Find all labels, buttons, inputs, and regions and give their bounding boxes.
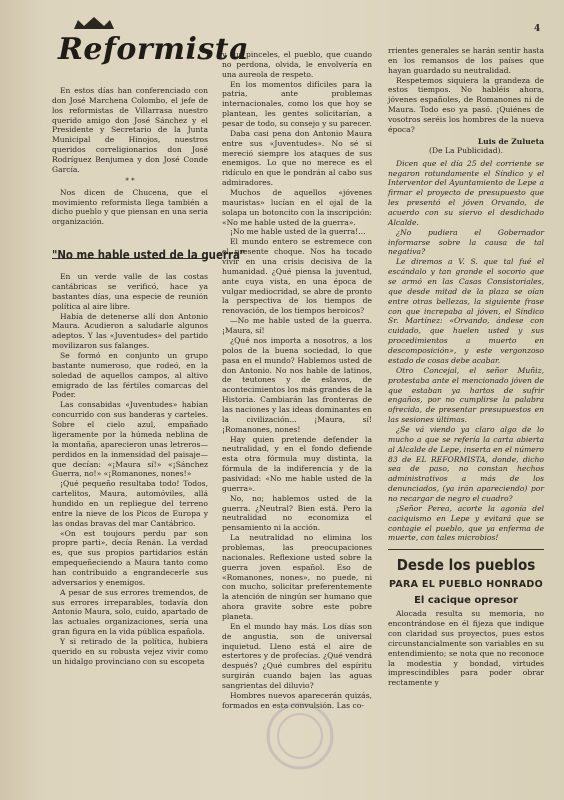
paragraph: ¿Se vá viendo ya claro algo de lo mucho a que se refería la carta abierta al Alcalde de Lepe, inserta en el número 83 de EL REFORMISTA, donde, dicho sea de paso, no constan hechos administrativos a más de los denunciados, (ya irán apareciendo) por no recargar de negro el cuadro? bbox=[388, 424, 544, 503]
paragraph: Daba casi pena don Antonio Maura entre sus «Juventudes». No sé si mereció siempre los ataques de sus enemigos. Lo que no merece es el ridículo en que le pondrán al cabo sus admiradores. bbox=[222, 128, 372, 188]
masthead bbox=[58, 16, 248, 76]
paragraph: ¿No pudiera el Gobernador informarse sobre la causa de tal negativa? bbox=[388, 227, 544, 257]
paragraph: La neutralidad no elimina los problemas, las preocupaciones nacionales. Reflexione usted sobre la guerra joven español. Eso de «Romanones, nones», no puede, ni con mucho, solicitar preferentemente la atención de ningún ser humano que ahora gravite sobre este pobre planeta. bbox=[222, 533, 372, 621]
crown-emblem-icon bbox=[72, 16, 116, 30]
paragraph: Las consabidas «Juventudes» habían concurrido con sus banderas y carteles. Sobre el cielo azul, empañado ligeramente por la húmeda neblina de la montaña, aparecieron unas letreros—perdidos en la inmensidad del paisaje—que decían: «¡Maura sí!» «¡Sánchez Guerra, no!» «¡Romanones, nones!» bbox=[52, 400, 208, 479]
paragraph: Alocada resulta su memoria, no encontrándose en él fijeza que indique con claridad sus proyectos, pues estos circunstancialmente son variables en su entendimiento; se nota que no reconoce la modestia y bondad, virtudes imprescindibles para poder obrar rectamente y bbox=[388, 609, 544, 688]
paragraph: —No me hable usted de la guerra. ¡Maura, sí! bbox=[222, 316, 372, 336]
author-signature: Luis de Zulueta bbox=[477, 136, 544, 146]
paragraph: «On est toujours perdu par son propre parti», decía Renán. La verdad es, que sus propios partidarios están empequeñeciendo a Maura tanto como han contribuido a engrandecerle sus adversarios y enemigos. bbox=[52, 528, 208, 587]
paragraph: En un verde valle de las costas cantábricas se verificó, hace ya bastantes días, una especie de reunión política al aire libre. bbox=[52, 272, 208, 311]
library-stamp-icon bbox=[264, 700, 336, 772]
paragraph: y sus pinceles, el pueblo, que cuando no perdona, olvida, le envolvería en una aureola de respeto. bbox=[222, 50, 372, 79]
paragraph: Dicen que el día 25 del corriente se negaron rotundamente el Síndico y el Interventor del Ayuntamiento de Lepe a firmar el proyecto de presupuesto que les presentó el jóven Orvando, de acuerdo con su siervo el desdichado Alcalde. bbox=[388, 158, 544, 227]
section-title: Desde los pueblos bbox=[396, 556, 536, 575]
paragraph: Se formó en conjunto un grupo bastante numeroso, que rodeó, en la soledad de aquellos campos, al altivo emigrado de las fértiles comarcas del Poder. bbox=[52, 351, 208, 400]
article-heading: El cacique opresor bbox=[414, 595, 518, 607]
paragraph: ¡Señor Perea, acorte la agonía del caciquismo en Lepe y evitará que se contagie el pueblo, que ya enferma de muerte, con tales microbios! bbox=[388, 503, 544, 543]
separator-stars: * * bbox=[125, 176, 135, 185]
paragraph: Muchos de aquellos «jóvenes mauristas» lucían en el ojal de la solapa un botoncito con la inscripción: «No me hable usted de la guerra». bbox=[222, 188, 372, 227]
paragraph: En el mundo hay más. Los días son de angustia, son de universal inquietud. Lleno está el aire de estertores y de profecías. ¿Qué vendrá después? ¿Qué cumbres del espíritu surgirán cuando bajen las aguas sangrientas del diluvio? bbox=[222, 621, 372, 690]
paragraph: Hombres nuevos aparecerán quizás, formados en esta convulsión. Las co- bbox=[222, 690, 372, 710]
column-1 bbox=[52, 86, 246, 667]
paragraph: rrientes generales se harán sentir hasta en los remansos de los países que hayan guardado su neutralidad. bbox=[388, 46, 544, 75]
paragraph: No, no; hablemos usted de la guerra. ¿Neutral? Bien está. Pero la neutralidad no economiza el pensamiento ni la acción. bbox=[222, 493, 372, 533]
paragraph: Le diremos a V. S. que tal fué el escándalo y tan grande el socorio que se armó en las Casas Consistoriales, que desde mitad de la plaza se oían entre otras bellezas, la siguiente frase con que increpaba al jóven, el Síndico Sr. Martínez: «Orvando, ándese con cuidado, que huelen usted y sus procedimientos a muerto en descomposición», y este vergonzoso estado de cosas debe acabar. bbox=[388, 257, 544, 365]
page-number: 4 bbox=[534, 24, 541, 34]
paragraph: En estos días han conferenciado con don José Marchena Colombo, el jefe de los reformistas de Villarrasa nuestro querido amigo don José Sánchez y el Presidente y Secretario de la Junta Municipal de Hinojos, nuestros queridos correligionarios don José Rodríguez Benjumea y don José Conde García. bbox=[52, 86, 208, 174]
paragraph: Respetemos siquiera la grandeza de estos tiempos. No habléis ahora, jóvenes españoles, de Romanones ni de Maura. Todo eso ya pasó. ¡Quiénes de vosotros seréis los hombres de la nueva época? bbox=[388, 75, 544, 134]
paragraph: ¡No me hable usted de la guerra!... bbox=[230, 227, 366, 237]
column-2 bbox=[222, 50, 372, 711]
paragraph: ¿Qué nos importa a nosotros, a los polos de la buena sociedad, lo que pasa en el mundo? Hablemos usted de don Antonio. No nos hable de latinos, de teutones y de eslavos, de acontecimientos los más grandes de la Historia. Cambiarán las fronteras de las naciones y las ideas dominantes en la civilización... ¡Maura, sí! ¡Romanones, nones! bbox=[222, 335, 372, 434]
paragraph: En los momentos difíciles para la patria, ante problemas internacionales, como los que hoy se plantean, les gentes solicitarían, a pesar de todo, su consejo y su parecer. bbox=[222, 79, 372, 129]
article-headline: "No me hable usted de la guerra" bbox=[52, 247, 246, 263]
paragraph: Nos dicen de Chucena, que el movimiento reformista llega también a dicho pueblo y que piensan en una seria organización. bbox=[52, 187, 208, 227]
paragraph: Hay quien pretende defender la neutralidad, y en el fondo defiende esta otra fórmula muy distinta, la fórmula de la indiferencia y de la pasividad: «No me hable usted de la guerra». bbox=[222, 434, 372, 493]
paragraph: A pesar de sus errores tremendos, de sus errores irreparables, todavía don Antonio Maura, solo, cuido, apartado de las actuales organizaciones, sería una gran figura en la vida pública española. bbox=[52, 587, 208, 637]
paragraph: ¡Qué pequeño resultaba todo! Todos, cartelitos, Maura, automóviles, allá hundido en un repliegue del terreno entre la nieve de los Picos de Europa y las ondas bravas del mar Cantábrico. bbox=[52, 479, 208, 528]
paragraph: Otro Concejal, el señor Muñiz, protestaba ante el mencionado jóven de que estaban ya hartos de sufrir engaños, por no cumplirse la palabra ofrecida, de presentar presupuestos en las sesiones últimas. bbox=[388, 365, 544, 425]
column-3 bbox=[388, 46, 544, 688]
source-credit: (De La Publicidad). bbox=[429, 145, 503, 155]
masthead-title: Reformista bbox=[58, 32, 250, 67]
paragraph: El mundo entero se estremece con el presente choque. Nos ha tocado vivir en una crisis decisiva de la humanidad. ¿Qué piensa la juventud, ante cuya vista, en una época de vulgar mediocridad, se abre de pronto la perspectiva de los tiempos de renovación, de los tiempos heroicos? bbox=[222, 237, 372, 316]
paragraph: Había de detenerse allí don Antonio Maura. Acudieron a saludarle algunos adeptos. Y las «Juventudes» del partido movilizaron sus falanges. bbox=[52, 311, 208, 351]
section-subtitle: PARA EL PUEBLO HONRADO bbox=[389, 579, 543, 591]
paragraph: Y si retirado de la política, hubiera querido en su robusta vejez vivir como un hidalgo provinciano con su escopeta bbox=[52, 636, 208, 666]
